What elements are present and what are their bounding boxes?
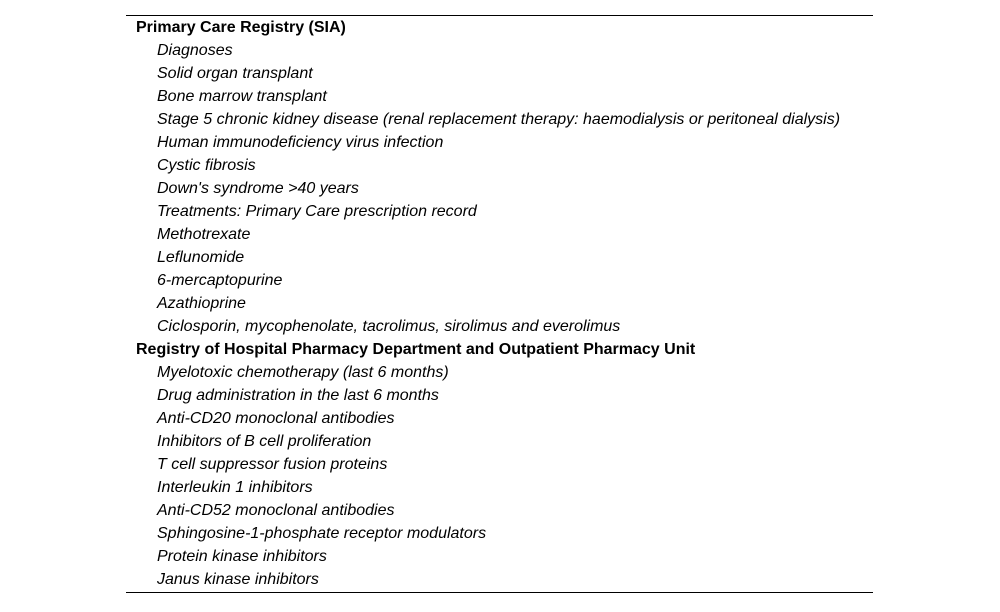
list-item: Human immunodeficiency virus infection	[157, 134, 444, 151]
list-item: Interleukin 1 inhibitors	[157, 479, 313, 496]
list-item: Protein kinase inhibitors	[157, 548, 327, 565]
section-title: Primary Care Registry (SIA)	[136, 19, 346, 36]
list-item: Drug administration in the last 6 months	[157, 387, 439, 404]
list-item: Solid organ transplant	[157, 65, 313, 82]
list-item: Sphingosine-1-phosphate receptor modulators	[157, 525, 487, 542]
list-item: T cell suppressor fusion proteins	[157, 456, 388, 473]
list-item: Leflunomide	[157, 249, 245, 266]
list-item: Inhibitors of B cell proliferation	[157, 433, 372, 450]
list-item: Diagnoses	[157, 42, 233, 59]
list-item: Anti-CD20 monoclonal antibodies	[157, 410, 395, 427]
section-primary-care	[126, 16, 873, 338]
list-item: Down's syndrome >40 years	[157, 180, 359, 197]
list-item: Treatments: Primary Care prescription record	[157, 203, 477, 220]
list-item: Bone marrow transplant	[157, 88, 327, 105]
list-item: Myelotoxic chemotherapy (last 6 months)	[157, 364, 449, 381]
registry-table	[126, 15, 873, 593]
section-title: Registry of Hospital Pharmacy Department and Outpatient Pharmacy Unit	[136, 341, 696, 358]
list-item: Methotrexate	[157, 226, 251, 243]
list-item: 6-mercaptopurine	[157, 272, 283, 289]
list-item: Stage 5 chronic kidney disease (renal replacement therapy: haemodialysis or peritoneal dialysis)	[157, 111, 841, 128]
list-item: Cystic fibrosis	[157, 157, 256, 174]
list-item: Janus kinase inhibitors	[157, 571, 319, 588]
section-hospital-pharmacy	[126, 338, 873, 591]
list-item: Ciclosporin, mycophenolate, tacrolimus, sirolimus and everolimus	[157, 318, 621, 335]
list-item: Azathioprine	[157, 295, 246, 312]
list-item: Anti-CD52 monoclonal antibodies	[157, 502, 395, 519]
